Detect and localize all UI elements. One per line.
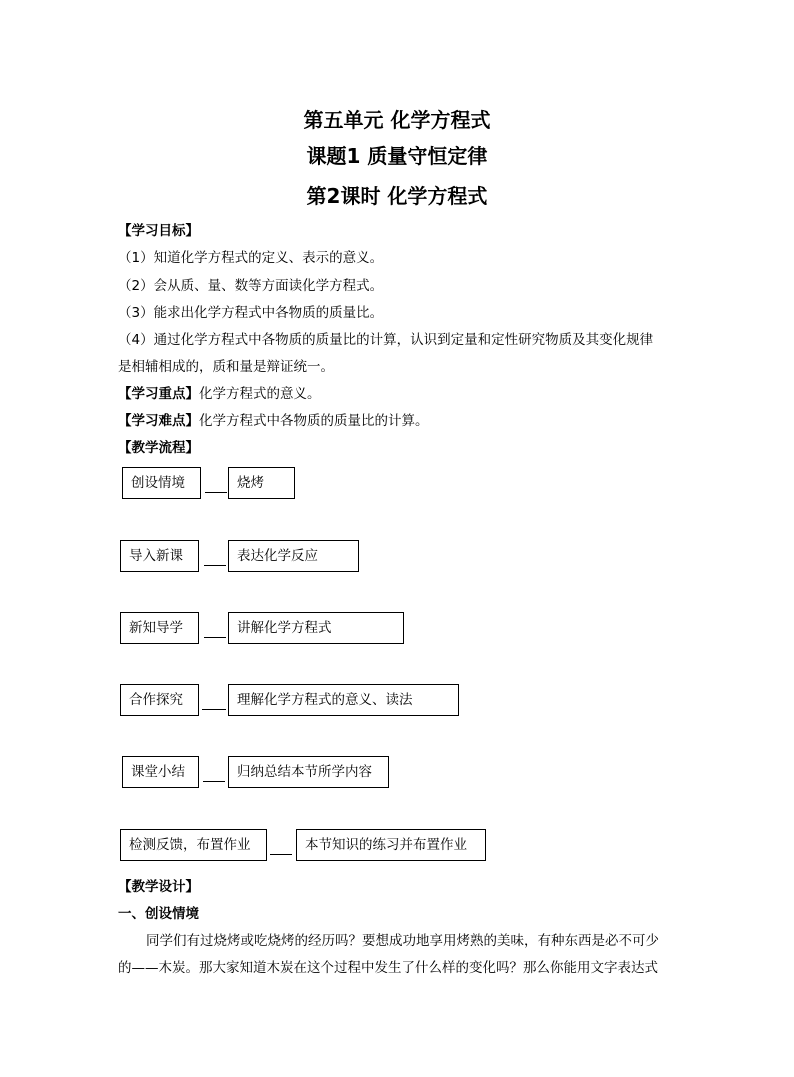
key-point-line: [118, 385, 321, 403]
topic-title: 课题1 质量守恒定律: [306, 144, 488, 168]
flow-connector: [202, 709, 226, 710]
flow-content-box: 讲解化学方程式: [228, 612, 404, 644]
flow-stage-box: 课堂小结: [122, 756, 199, 788]
flow-connector: [205, 492, 227, 493]
flow-stage-box: 新知导学: [120, 612, 199, 644]
objective-item-3: （3）能求出化学方程式中各物质的质量比。: [118, 305, 384, 321]
objective-item-1: （1）知道化学方程式的定义、表示的意义。: [118, 250, 384, 266]
section-title: 一、创设情境: [118, 906, 199, 922]
flow-stage-box: 合作探究: [120, 684, 199, 716]
flow-content-box: 归纳总结本节所学内容: [228, 756, 389, 788]
objectives-header: 【学习目标】: [118, 223, 199, 239]
key-point-label: 【学习重点】: [118, 386, 199, 402]
difficulty-text: 化学方程式中各物质的质量比的计算。: [199, 413, 429, 429]
difficulty-label: 【学习难点】: [118, 413, 199, 429]
flow-content-box: 本节知识的练习并布置作业: [296, 829, 486, 861]
objective-item-4: （4）通过化学方程式中各物质的质量比的计算，认识到定量和定性研究物质及其变化规律: [118, 332, 654, 348]
flow-stage-box: 创设情境: [122, 467, 201, 499]
flow-connector: [204, 565, 226, 566]
flow-connector: [203, 781, 225, 782]
paragraph-line: 的——木炭。那大家知道木炭在这个过程中发生了什么样的变化吗？那么你能用文字表达式: [118, 960, 658, 976]
paragraph-line: 同学们有过烧烤或吃烧烤的经历吗？要想成功地享用烤熟的美味，有种东西是必不可少: [146, 933, 659, 949]
flow-connector: [270, 854, 292, 855]
flow-stage-box: 导入新课: [120, 540, 199, 572]
design-header: 【教学设计】: [118, 879, 199, 895]
flow-content-box: 表达化学反应: [228, 540, 359, 572]
unit-title: 第五单元 化学方程式: [303, 108, 491, 132]
flow-connector: [204, 637, 226, 638]
objective-item-2: （2）会从质、量、数等方面读化学方程式。: [118, 278, 384, 294]
flow-header: 【教学流程】: [118, 440, 199, 456]
flow-content-box: 烧烤: [228, 467, 295, 499]
lesson-title: 第2课时 化学方程式: [306, 184, 488, 208]
objective-item-4-cont: 是相辅相成的，质和量是辩证统一。: [118, 359, 334, 375]
difficulty-line: [118, 412, 429, 430]
flow-stage-box: 检测反馈，布置作业: [120, 829, 267, 861]
flow-content-box: 理解化学方程式的意义、读法: [228, 684, 459, 716]
key-point-text: 化学方程式的意义。: [199, 386, 321, 402]
